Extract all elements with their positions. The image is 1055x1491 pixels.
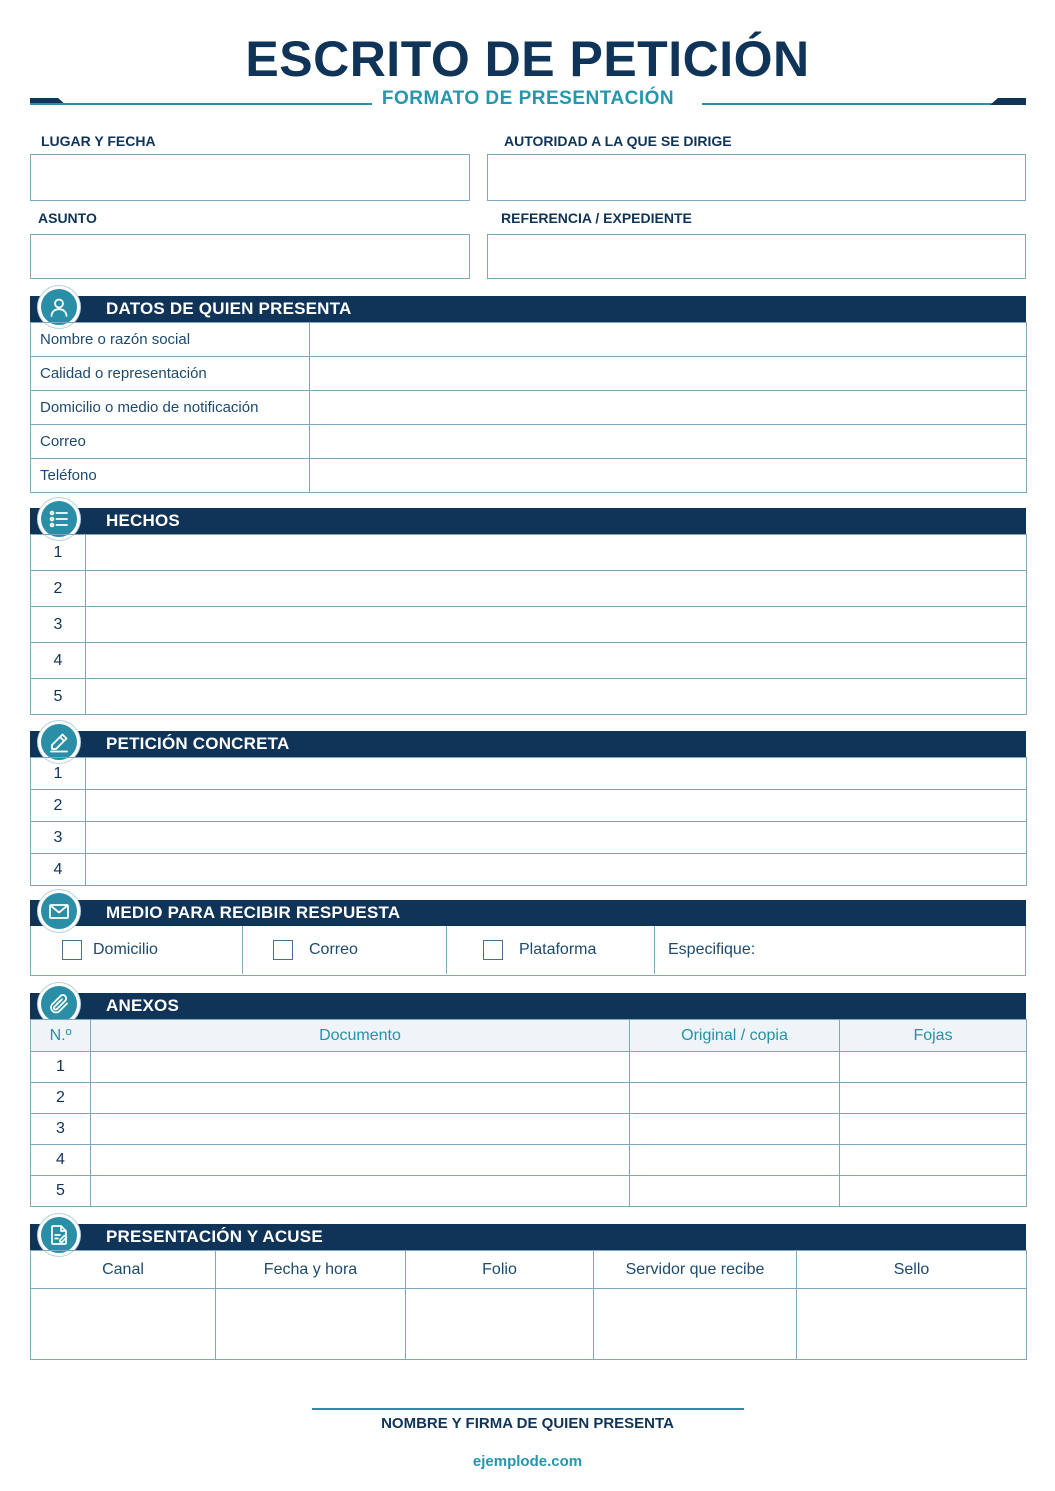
anexos-header-original: Original / copia: [630, 1020, 840, 1052]
presentacion-folio-input[interactable]: [406, 1289, 594, 1360]
especifique-label: Especifique:: [668, 941, 756, 958]
peticion-row-input[interactable]: [86, 854, 1027, 886]
presentacion-header-folio: Folio: [406, 1251, 594, 1289]
hechos-row-input[interactable]: [86, 643, 1027, 679]
anexos-original-input[interactable]: [630, 1114, 840, 1145]
anexos-header-row: [31, 1020, 1027, 1052]
option-plataforma[interactable]: [447, 926, 655, 974]
anexos-header-fojas: Fojas: [840, 1020, 1027, 1052]
anexos-original-input[interactable]: [630, 1176, 840, 1207]
hechos-row: [31, 607, 1027, 643]
anexos-fojas-input[interactable]: [840, 1083, 1027, 1114]
hechos-row: [31, 571, 1027, 607]
hechos-row-input[interactable]: [86, 607, 1027, 643]
autoridad-label: AUTORIDAD A LA QUE SE DIRIGE: [504, 133, 732, 149]
option-plataforma-label: Plataforma: [519, 941, 597, 958]
anexos-fojas-input[interactable]: [840, 1114, 1027, 1145]
datos-row-input[interactable]: [310, 323, 1027, 357]
presentacion-header-canal: Canal: [31, 1251, 216, 1289]
option-correo[interactable]: [243, 926, 447, 974]
datos-row: [31, 425, 1027, 459]
section-presentacion-header: [30, 1224, 1026, 1250]
datos-row-input[interactable]: [310, 357, 1027, 391]
row-number: 3: [31, 822, 86, 854]
hechos-row-input[interactable]: [86, 571, 1027, 607]
peticion-table: [30, 757, 1027, 886]
lugar-fecha-field[interactable]: [30, 154, 470, 201]
datos-row-input[interactable]: [310, 391, 1027, 425]
anexos-row: [31, 1114, 1027, 1145]
autoridad-field[interactable]: [487, 154, 1026, 201]
section-peticion-title: PETICIÓN CONCRETA: [106, 734, 290, 753]
presentacion-sello-input[interactable]: [797, 1289, 1027, 1360]
row-number: 4: [31, 1145, 91, 1176]
anexos-documento-input[interactable]: [91, 1145, 630, 1176]
datos-row-input[interactable]: [310, 425, 1027, 459]
section-hechos-header: [30, 508, 1026, 534]
presentacion-header-sello: Sello: [797, 1251, 1027, 1289]
datos-row: [31, 391, 1027, 425]
anexos-documento-input[interactable]: [91, 1083, 630, 1114]
signature-line[interactable]: [312, 1408, 744, 1410]
anexos-row: [31, 1052, 1027, 1083]
subtitle-row: [30, 88, 1026, 112]
datos-row-label: Domicilio o medio de notificación: [31, 391, 310, 425]
anexos-row: [31, 1083, 1027, 1114]
presentacion-table: [30, 1250, 1027, 1360]
presentacion-header-fecha: Fecha y hora: [216, 1251, 406, 1289]
section-medio-header: [30, 900, 1026, 926]
signature-label: NOMBRE Y FIRMA DE QUIEN PRESENTA: [381, 1415, 674, 1432]
medio-options-row: [30, 926, 1026, 976]
datos-row-input[interactable]: [310, 459, 1027, 493]
datos-row-label: Nombre o razón social: [31, 323, 310, 357]
section-anexos-title: ANEXOS: [106, 996, 179, 1015]
peticion-row-input[interactable]: [86, 790, 1027, 822]
datos-row-label: Correo: [31, 425, 310, 459]
row-number: 2: [31, 1083, 91, 1114]
datos-row: [31, 357, 1027, 391]
document-subtitle: FORMATO DE PRESENTACIÓN: [381, 88, 675, 109]
hechos-row-input[interactable]: [86, 679, 1027, 715]
anexos-fojas-input[interactable]: [840, 1176, 1027, 1207]
section-hechos-title: HECHOS: [106, 511, 180, 530]
option-domicilio[interactable]: [31, 926, 243, 974]
row-number: 1: [31, 1052, 91, 1083]
peticion-row-input[interactable]: [86, 822, 1027, 854]
peticion-row-input[interactable]: [86, 758, 1027, 790]
asunto-label: ASUNTO: [38, 210, 97, 226]
anexos-original-input[interactable]: [630, 1145, 840, 1176]
section-datos-title: DATOS DE QUIEN PRESENTA: [106, 299, 352, 318]
referencia-field[interactable]: [487, 234, 1026, 279]
anexos-fojas-input[interactable]: [840, 1145, 1027, 1176]
peticion-row: [31, 854, 1027, 886]
hechos-table: [30, 534, 1027, 715]
asunto-field[interactable]: [30, 234, 470, 279]
peticion-row: [31, 790, 1027, 822]
lugar-fecha-label: LUGAR Y FECHA: [41, 133, 156, 149]
datos-row-label: Teléfono: [31, 459, 310, 493]
section-anexos-header: [30, 993, 1026, 1019]
checkbox-correo[interactable]: [273, 940, 293, 960]
footer-site: ejemplode.com: [472, 1453, 583, 1470]
peticion-row: [31, 822, 1027, 854]
row-number: 1: [31, 758, 86, 790]
hechos-row: [31, 535, 1027, 571]
row-number: 4: [31, 854, 86, 886]
checkbox-plataforma[interactable]: [483, 940, 503, 960]
anexos-row: [31, 1145, 1027, 1176]
document-title: ESCRITO DE PETICIÓN: [245, 31, 810, 87]
anexos-original-input[interactable]: [630, 1052, 840, 1083]
anexos-original-input[interactable]: [630, 1083, 840, 1114]
datos-row-label: Calidad o representación: [31, 357, 310, 391]
datos-table: [30, 322, 1027, 493]
row-number: 5: [31, 1176, 91, 1207]
section-peticion-header: [30, 731, 1026, 757]
row-number: 5: [31, 679, 86, 715]
row-number: 1: [31, 535, 86, 571]
option-correo-label: Correo: [309, 941, 358, 958]
option-domicilio-label: Domicilio: [93, 941, 158, 958]
row-number: 3: [31, 607, 86, 643]
presentacion-canal-input[interactable]: [31, 1289, 216, 1360]
hechos-row: [31, 679, 1027, 715]
anexos-fojas-input[interactable]: [840, 1052, 1027, 1083]
datos-row: [31, 323, 1027, 357]
row-number: 2: [31, 571, 86, 607]
hechos-row-input[interactable]: [86, 535, 1027, 571]
presentacion-header-servidor: Servidor que recibe: [594, 1251, 797, 1289]
anexos-documento-input[interactable]: [91, 1052, 630, 1083]
presentacion-header-row: [31, 1251, 1027, 1289]
section-presentacion-title: PRESENTACIÓN Y ACUSE: [106, 1227, 323, 1246]
row-number: 2: [31, 790, 86, 822]
anexos-table: [30, 1019, 1027, 1207]
peticion-row: [31, 758, 1027, 790]
anexos-header-num: N.º: [31, 1020, 91, 1052]
checkbox-domicilio[interactable]: [62, 940, 82, 960]
anexos-header-documento: Documento: [91, 1020, 630, 1052]
presentacion-row: [31, 1289, 1027, 1360]
row-number: 3: [31, 1114, 91, 1145]
section-datos-header: [30, 296, 1026, 322]
row-number: 4: [31, 643, 86, 679]
presentacion-fecha-input[interactable]: [216, 1289, 406, 1360]
decor-right-line: [702, 103, 1026, 105]
anexos-row: [31, 1176, 1027, 1207]
anexos-documento-input[interactable]: [91, 1114, 630, 1145]
datos-row: [31, 459, 1027, 493]
section-medio-title: MEDIO PARA RECIBIR RESPUESTA: [106, 903, 401, 922]
anexos-documento-input[interactable]: [91, 1176, 630, 1207]
hechos-row: [31, 643, 1027, 679]
referencia-label: REFERENCIA / EXPEDIENTE: [501, 210, 692, 226]
presentacion-servidor-input[interactable]: [594, 1289, 797, 1360]
